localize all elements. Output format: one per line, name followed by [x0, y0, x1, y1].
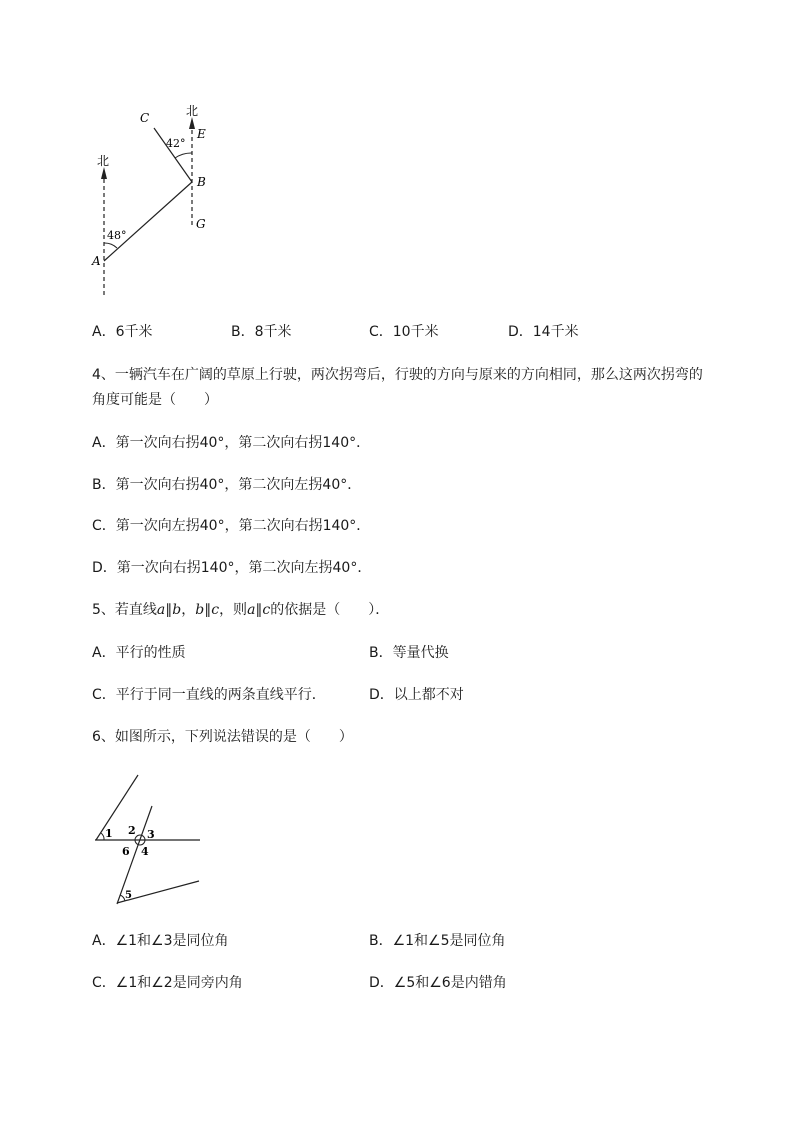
north-arrow-a — [101, 167, 107, 179]
q4-option-a[interactable]: A．第一次向右拐40°，第二次向右拐140°． — [92, 435, 371, 451]
angle-num-1: 1 — [105, 827, 113, 840]
angle-num-3: 3 — [147, 828, 155, 841]
q4-stem-line1: 4、一辆汽车在广阔的草原上行驶，两次拐弯后，行驶的方向与原来的方向相同，那么这两次拐弯的 — [92, 367, 703, 383]
angle-arc-42 — [175, 153, 192, 158]
q6-stem: 6、如图所示，下列说法错误的是（ ） — [92, 729, 353, 745]
q5-option-b[interactable]: B．等量代换 — [369, 645, 449, 661]
q3-option-d[interactable]: D．14千米 — [508, 324, 579, 340]
q6-option-c[interactable]: C．∠1和∠2是同旁内角 — [92, 975, 243, 991]
q5-var-c2: c — [262, 602, 271, 618]
q5-sep2: ，则 — [219, 602, 248, 618]
q6-option-b[interactable]: B．∠1和∠5是同位角 — [369, 933, 506, 949]
q5-var-c: c — [211, 602, 220, 618]
north-label-a: 北 — [97, 154, 110, 168]
angle-arc-48 — [104, 243, 117, 248]
angle-label-42: 42° — [166, 137, 186, 150]
angle-label-48: 48° — [107, 229, 127, 242]
segment-ab — [104, 182, 192, 261]
q5-sep: ， — [181, 602, 196, 618]
q5-var-b: b — [172, 602, 182, 618]
q5-stem — [92, 600, 389, 620]
q6-option-d[interactable]: D．∠5和∠6是内错角 — [369, 975, 507, 991]
q5-var-a2: a — [247, 602, 256, 618]
q5-var-b2: b — [195, 602, 205, 618]
q4-option-d[interactable]: D．第一次向右拐140°，第二次向左拐40°． — [92, 560, 372, 576]
q4-option-c[interactable]: C．第一次向左拐40°，第二次向右拐140°． — [92, 518, 371, 534]
label-e: E — [197, 127, 206, 141]
q6-option-a[interactable]: A．∠1和∠3是同位角 — [92, 933, 229, 949]
q4-option-b[interactable]: B．第一次向右拐40°，第二次向左拐40°． — [92, 477, 362, 493]
angle-num-5: 5 — [125, 890, 132, 901]
q5-parallel3: ∥ — [255, 602, 263, 618]
angle-num-2: 2 — [128, 824, 136, 837]
angle-num-6: 6 — [122, 845, 130, 858]
angle-num-4: 4 — [141, 845, 149, 858]
angles-figure — [90, 770, 205, 910]
q4-stem-line2: 角度可能是（ ） — [92, 392, 218, 408]
label-c: C — [140, 111, 150, 125]
q3-option-b[interactable]: B．8千米 — [231, 324, 292, 340]
q3-option-a[interactable]: A．6千米 — [92, 324, 153, 340]
q5-option-a[interactable]: A．平行的性质 — [92, 645, 186, 661]
q5-option-d[interactable]: D．以上都不对 — [369, 687, 464, 703]
angle-arc-1 — [101, 833, 104, 840]
q5-stem-prefix: 5、若直线 — [92, 602, 157, 618]
north-label-b: 北 — [186, 104, 199, 118]
q5-option-c[interactable]: C．平行于同一直线的两条直线平行． — [92, 687, 326, 703]
north-arrow-b — [189, 117, 195, 129]
q3-option-c[interactable]: C．10千米 — [369, 324, 439, 340]
q5-parallel: ∥ — [165, 602, 173, 618]
label-b: B — [197, 175, 206, 189]
q5-stem-suffix: 的依据是（ ）． — [270, 602, 390, 618]
q5-var-a: a — [156, 602, 166, 618]
q5-parallel2: ∥ — [204, 602, 212, 618]
label-a: A — [92, 254, 101, 268]
label-g: G — [196, 217, 206, 231]
direction-figure — [80, 95, 230, 300]
